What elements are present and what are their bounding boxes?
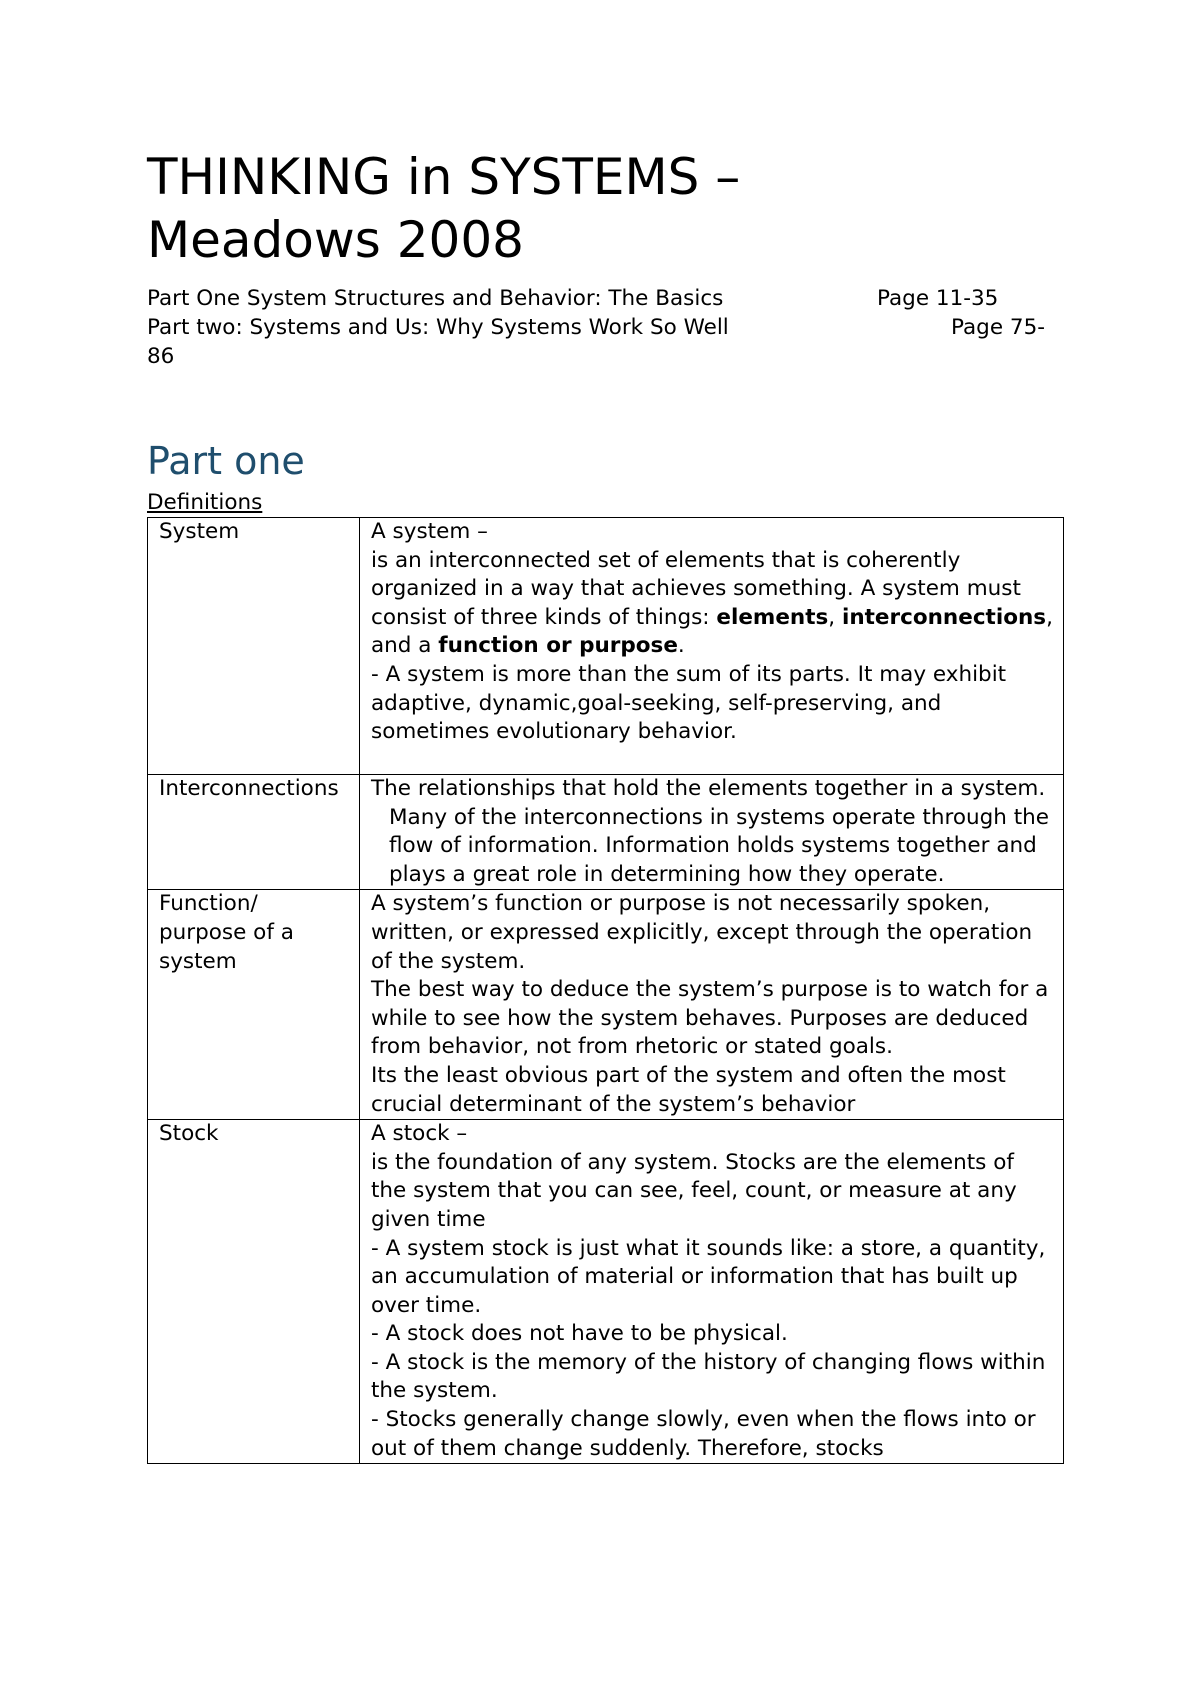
table-row [148, 890, 1064, 1120]
document-page [147, 146, 1063, 1464]
term-cell: Function/ purpose of a system [148, 890, 360, 1120]
title-line-1: THINKING in SYSTEMS – [147, 148, 741, 206]
toc-entry-text: Part One System Structures and Behavior: The Basics [147, 286, 724, 311]
definition-line: - A stock does not have to be physical. [371, 1321, 788, 1347]
bold-term: interconnections [841, 604, 1047, 630]
table-row [148, 518, 1064, 775]
definition-cell [360, 518, 1064, 775]
term-cell: System [148, 518, 360, 775]
toc-entry-text: Part two: Systems and Us: Why Systems Work So Well [147, 315, 729, 340]
toc-entry-page-continued: 86 [147, 344, 175, 369]
definition-cell [360, 775, 1064, 890]
toc-entry-page: Page 11-35 [877, 286, 999, 311]
document-title [147, 146, 1063, 272]
term-cell: Interconnections [148, 775, 360, 890]
toc-row [147, 284, 1063, 313]
definition-text: , [828, 604, 842, 630]
table-row [148, 775, 1064, 890]
definition-cell [360, 890, 1064, 1120]
definition-line [371, 547, 1055, 661]
definition-line: - A system stock is just what it sounds like: a store, a quantity, an accumulation of material or information that has built up over time. [371, 1235, 1046, 1318]
table-of-contents [147, 284, 1063, 371]
bold-term: elements [716, 604, 829, 630]
definitions-label: Definitions [147, 490, 263, 515]
definition-cell [360, 1120, 1064, 1464]
definition-line: is the foundation of any system. Stocks are the elements of the system that you can see, feel, count, or measure at any given time [371, 1149, 1017, 1232]
definition-text: , and a [371, 604, 1053, 659]
section-heading: Part one [147, 439, 305, 483]
term-cell: Stock [148, 1120, 360, 1464]
definition-line: A stock – [371, 1121, 468, 1147]
definition-line: - Stocks generally change slowly, even when the flows into or out of them change suddenly. Therefore, stocks [371, 1407, 1036, 1461]
definition-line: The relationships that hold the elements together in a system. [371, 776, 1046, 801]
table-row [148, 1120, 1064, 1464]
toc-entry-page: Page 75- [951, 315, 1045, 340]
bold-term: function or purpose [438, 633, 678, 659]
title-line-2: Meadows 2008 [147, 211, 524, 269]
definition-text: is an interconnected set of elements that is coherently organized in a way that achieves something. A system must consist of three kinds of things: [371, 547, 1021, 630]
toc-row [147, 313, 1063, 371]
definition-line: Its the least obvious part of the system and often the most crucial determinant of the system’s behavior [371, 1062, 1006, 1117]
definition-line: A system – [371, 519, 488, 544]
definition-line: Many of the interconnections in systems operate through the flow of information. Information holds systems together and plays a great role in determining how they operate. [389, 804, 1050, 887]
definition-line: - A stock is the memory of the history of changing flows within the system. [371, 1349, 1046, 1404]
definition-line: The best way to deduce the system’s purpose is to watch for a while to see how the system behaves. Purposes are deduced from behavior, not from rhetoric or stated goals. [371, 977, 1049, 1060]
definition-line: - A system is more than the sum of its parts. It may exhibit adaptive, dynamic,goal-seeking, self-preserving, and sometimes evolutionary behavior. [371, 661, 1007, 745]
definition-line: A system’s function or purpose is not necessarily spoken, written, or expressed explicitly, except through the operation of the system. [371, 891, 1033, 974]
definition-text: . [677, 633, 685, 659]
definitions-table [147, 517, 1064, 1464]
